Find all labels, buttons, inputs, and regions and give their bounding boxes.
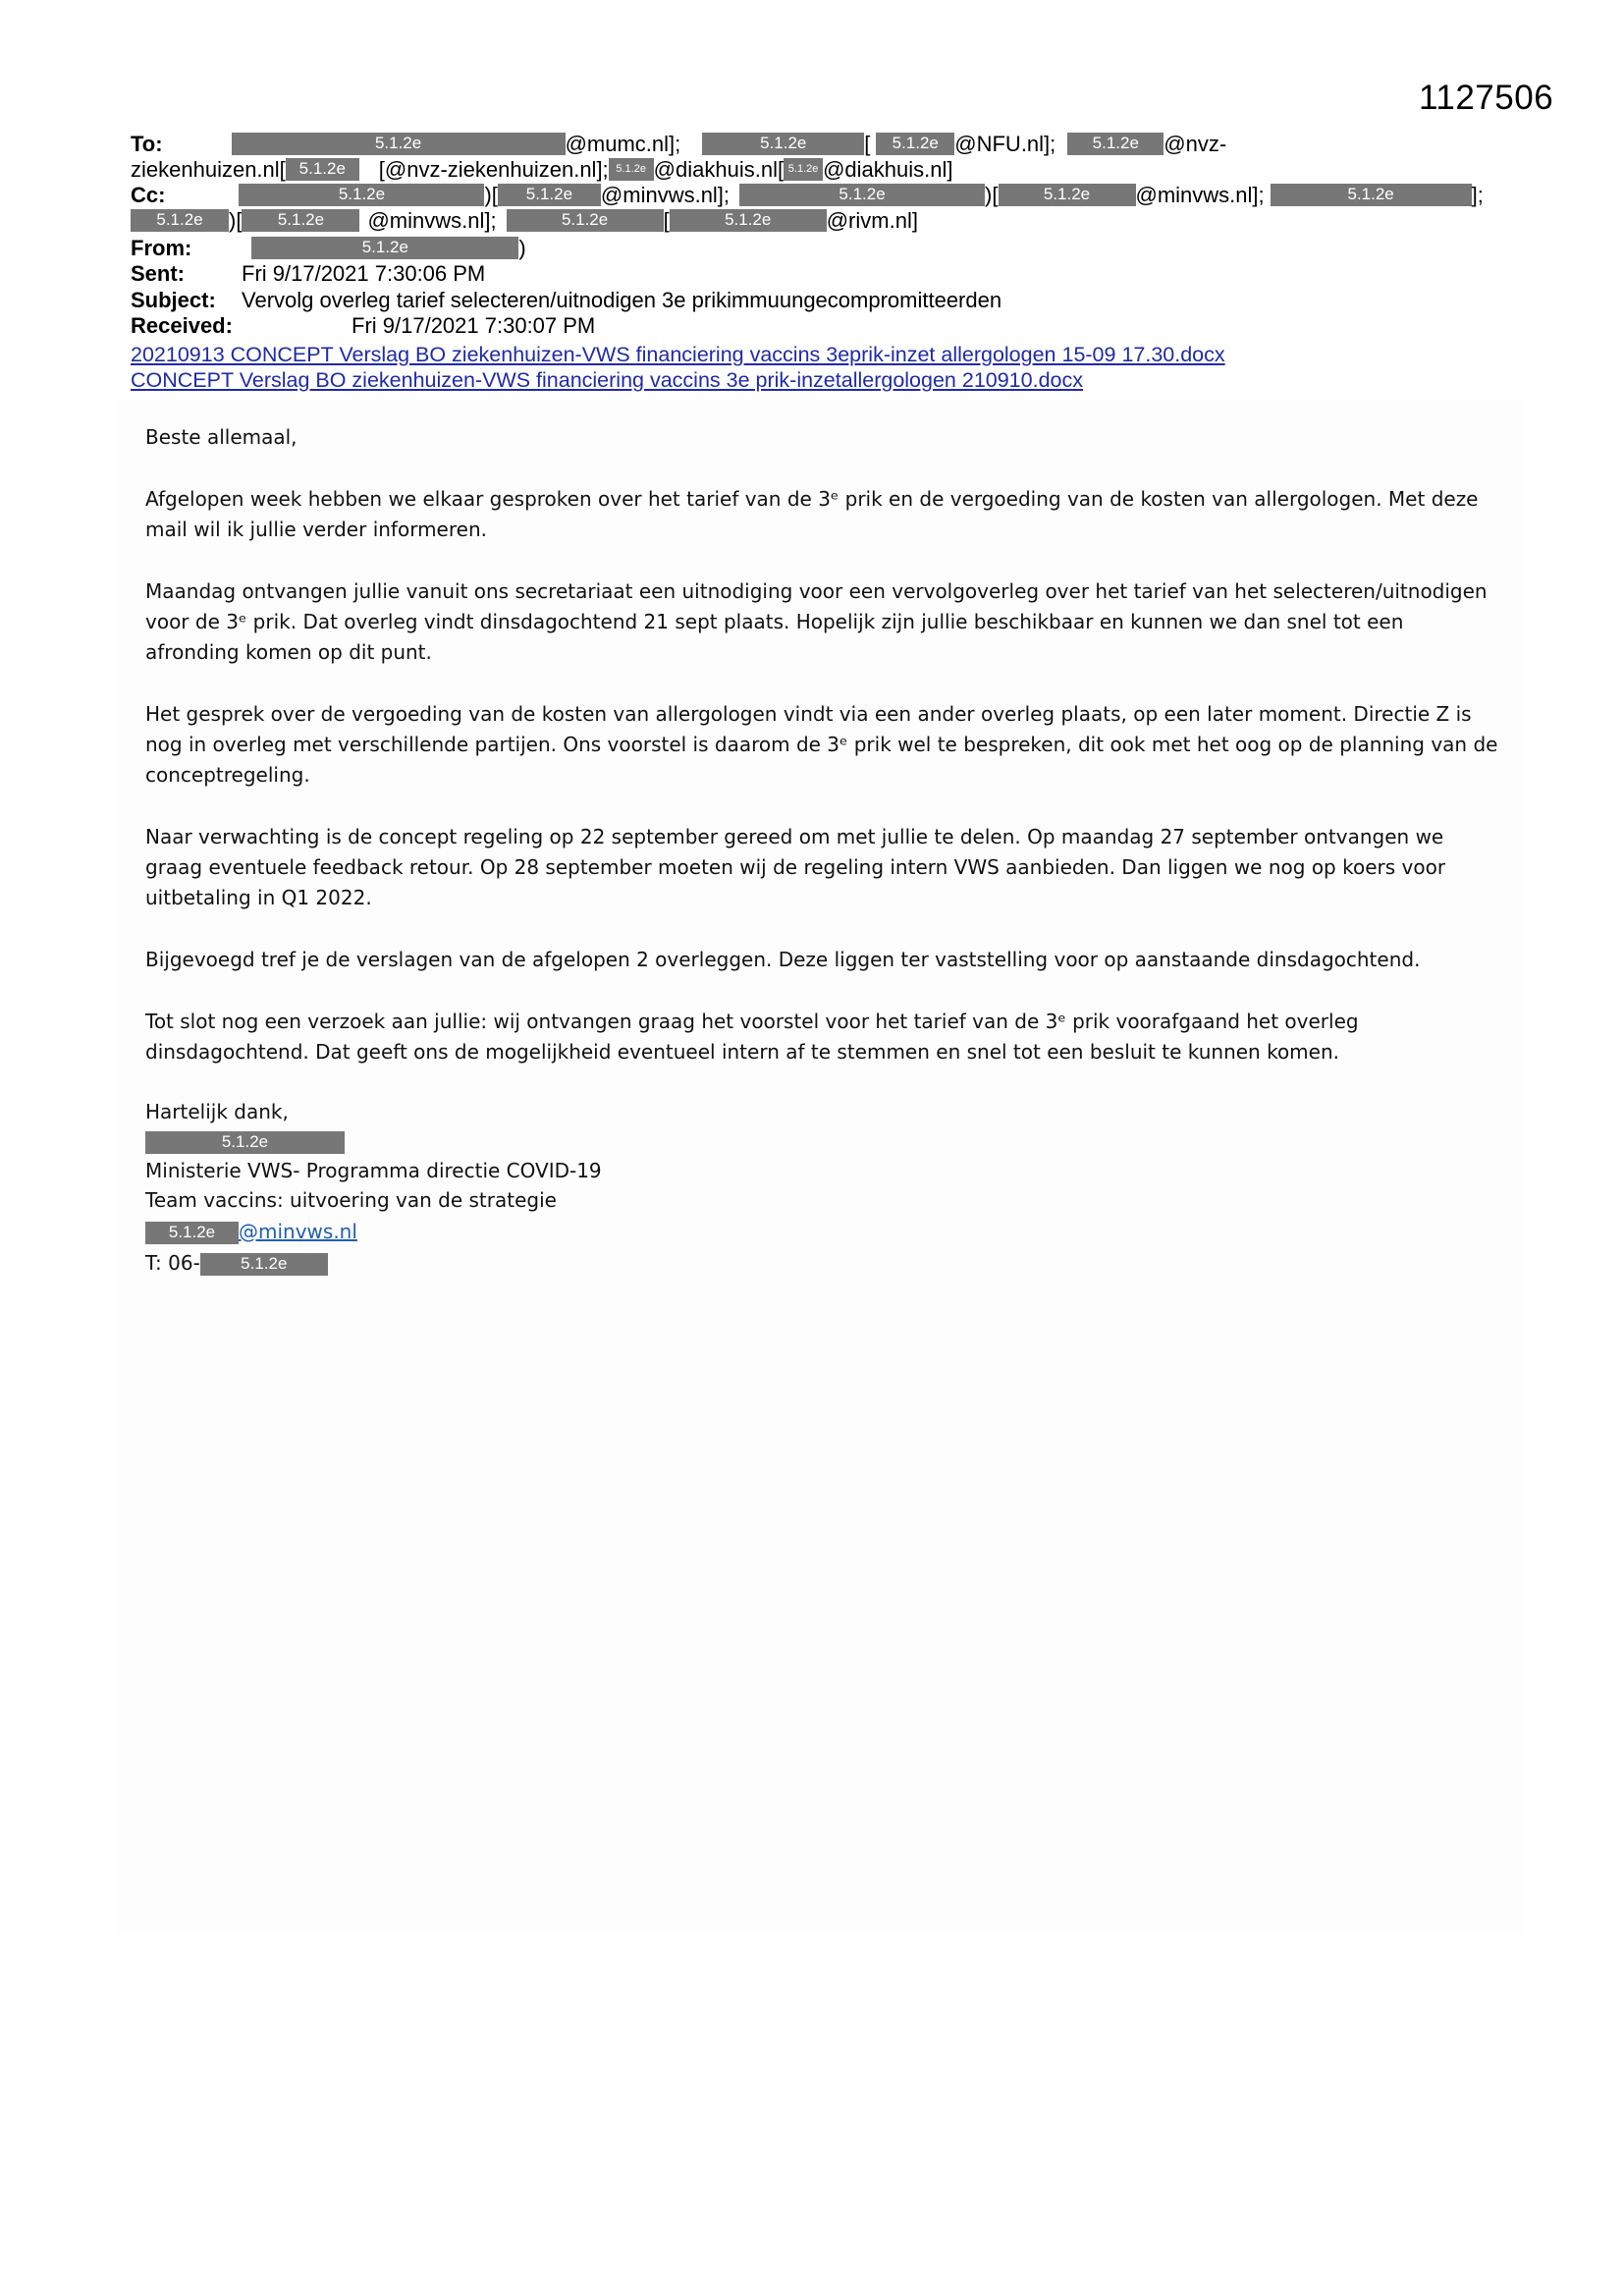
- signature-name: [145, 1127, 345, 1155]
- redaction-box: 5.1.2e: [507, 209, 664, 232]
- signature-org: Ministerie VWS- Programma directie COVID-19: [145, 1159, 602, 1182]
- cc-line-2: 5.1.2e )[ 5.1.2e @minvws.nl]; 5.1.2e [ 5.1.2e @rivm.nl]: [131, 208, 1525, 234]
- redaction-box: 5.1.2e: [784, 158, 823, 181]
- redaction-box: 5.1.2e: [242, 209, 359, 232]
- to-address: ziekenhuizen.nl[: [131, 157, 286, 182]
- redaction-box: 5.1.2e: [200, 1253, 328, 1276]
- signature-phone: [145, 1249, 328, 1277]
- redaction-box: 5.1.2e: [239, 184, 484, 206]
- cc-address: @minvws.nl];: [1135, 183, 1265, 207]
- paragraph: Naar verwachting is de concept regeling op 22 september gereed om met jullie te delen. Op maandag 27 september ontvangen we graag eventuele feedback retour. Op 28 september moeten wij de regeling intern VWS aanbieden. Dan liggen we nog op koers voor uitbetaling in Q1 2022.: [145, 825, 1446, 909]
- sent-label: Sent:: [131, 261, 185, 286]
- redaction-box: 5.1.2e: [999, 184, 1136, 206]
- redaction-box: 5.1.2e: [498, 184, 601, 206]
- redaction-box: 5.1.2e: [739, 184, 985, 206]
- paragraph: Maandag ontvangen jullie vanuit ons secretariaat een uitnodiging voor een vervolgoverleg over het tarief van het selecteren/uitnodigen voor de 3ᵉ prik. Dat overleg vindt dinsdagochtend 21 sept plaats. Hopelijk zijn jullie beschikbaar en kunnen we dan snel tot een afronding komen op dit punt.: [145, 579, 1488, 664]
- cc-label: Cc:: [131, 183, 166, 207]
- to-line-2: [131, 157, 1525, 183]
- redaction-box: 5.1.2e: [232, 133, 566, 155]
- paragraph: Tot slot nog een verzoek aan jullie: wij ontvangen graag het voorstel voor het tarief van de 3ᵉ prik voorafgaand het overleg dinsdagochtend. Dat geeft ons de mogelijkheid eventueel intern af te stemmen en snel tot een besluit te kunnen komen.: [145, 1010, 1359, 1064]
- to-address: @diakhuis.nl]: [823, 157, 953, 182]
- cc-address: @minvws.nl];: [600, 183, 731, 207]
- redaction-box: 5.1.2e: [702, 133, 864, 155]
- signature-email: [145, 1218, 357, 1245]
- to-address: @nvz-: [1164, 132, 1227, 156]
- paragraph: Afgelopen week hebben we elkaar gesproken over het tarief van de 3ᵉ prik en de vergoeding van de kosten van allergologen. Met deze mail wil ik jullie verder informeren.: [145, 487, 1479, 541]
- to-address: @NFU.nl];: [954, 132, 1056, 156]
- redaction-box: 5.1.2e: [609, 158, 654, 181]
- subject-label: Subject:: [131, 288, 216, 312]
- greeting: Beste allemaal,: [145, 425, 298, 449]
- attachment-link[interactable]: CONCEPT Verslag BO ziekenhuizen-VWS financiering vaccins 3e prik-inzetallergologen 210910.docx: [131, 368, 1083, 392]
- sent-line: [131, 261, 1525, 287]
- cc-address: @rivm.nl]: [826, 208, 918, 233]
- subject-line: [131, 288, 1525, 313]
- redaction-box: 5.1.2e: [251, 237, 518, 259]
- document-id: 1127506: [1419, 79, 1554, 117]
- redaction-box: 5.1.2e: [145, 1131, 345, 1154]
- from-line: From: 5.1.2e ): [131, 236, 526, 260]
- paragraph: Het gesprek over de vergoeding van de kosten van allergologen vindt via een ander overleg plaats, op een later moment. Directie Z is nog in overleg met verschillende partijen. Ons voorstel is daarom de 3ᵉ prik wel te bespreken, dit ook met het oog op de planning van de conceptregeling.: [145, 702, 1498, 787]
- redaction-box: 5.1.2e: [670, 209, 827, 232]
- cc-address: @minvws.nl];: [367, 208, 497, 233]
- redaction-box: 5.1.2e: [131, 209, 229, 232]
- sent-value: Fri 9/17/2021 7:30:06 PM: [242, 261, 486, 286]
- email-link[interactable]: @minvws.nl: [239, 1220, 357, 1243]
- signature-closing: Hartelijk dank,: [145, 1100, 289, 1123]
- from-label: From:: [131, 236, 192, 260]
- phone-prefix: T: 06-: [145, 1251, 200, 1275]
- to-label: To:: [131, 132, 163, 156]
- received-line: [131, 313, 1525, 339]
- to-address: @mumc.nl];: [565, 132, 681, 156]
- attachment-link[interactable]: 20210913 CONCEPT Verslag BO ziekenhuizen-VWS financiering vaccins 3eprik-inzet allergologen 15-09 17.30.docx: [131, 343, 1225, 366]
- redaction-box: 5.1.2e: [876, 133, 954, 155]
- redaction-box: 5.1.2e: [145, 1222, 239, 1244]
- subject-value: Vervolg overleg tarief selecteren/uitnodigen 3e prikimmuungecompromitteerden: [242, 288, 1002, 312]
- to-line-1: To: 5.1.2e @mumc.nl]; 5.1.2e [ 5.1.2e @NFU.nl]; 5.1.2e @nvz-: [131, 132, 1227, 156]
- to-address: @diakhuis.nl[: [653, 157, 785, 182]
- redaction-box: 5.1.2e: [1271, 184, 1472, 206]
- received-value: Fri 9/17/2021 7:30:07 PM: [352, 313, 596, 338]
- paragraph: Bijgevoegd tref je de verslagen van de afgelopen 2 overleggen. Deze liggen ter vaststelling voor op aanstaande dinsdagochtend.: [145, 948, 1421, 971]
- redaction-box: 5.1.2e: [1067, 133, 1164, 155]
- signature-team: Team vaccins: uitvoering van de strategie: [145, 1188, 557, 1212]
- received-label: Received:: [131, 313, 233, 338]
- to-address: [@nvz-ziekenhuizen.nl];: [378, 157, 609, 182]
- cc-line-1: Cc: 5.1.2e )[ 5.1.2e @minvws.nl]; 5.1.2e )[ 5.1.2e @minvws.nl]; 5.1.2e ];: [131, 183, 1484, 207]
- redaction-box: 5.1.2e: [286, 158, 359, 181]
